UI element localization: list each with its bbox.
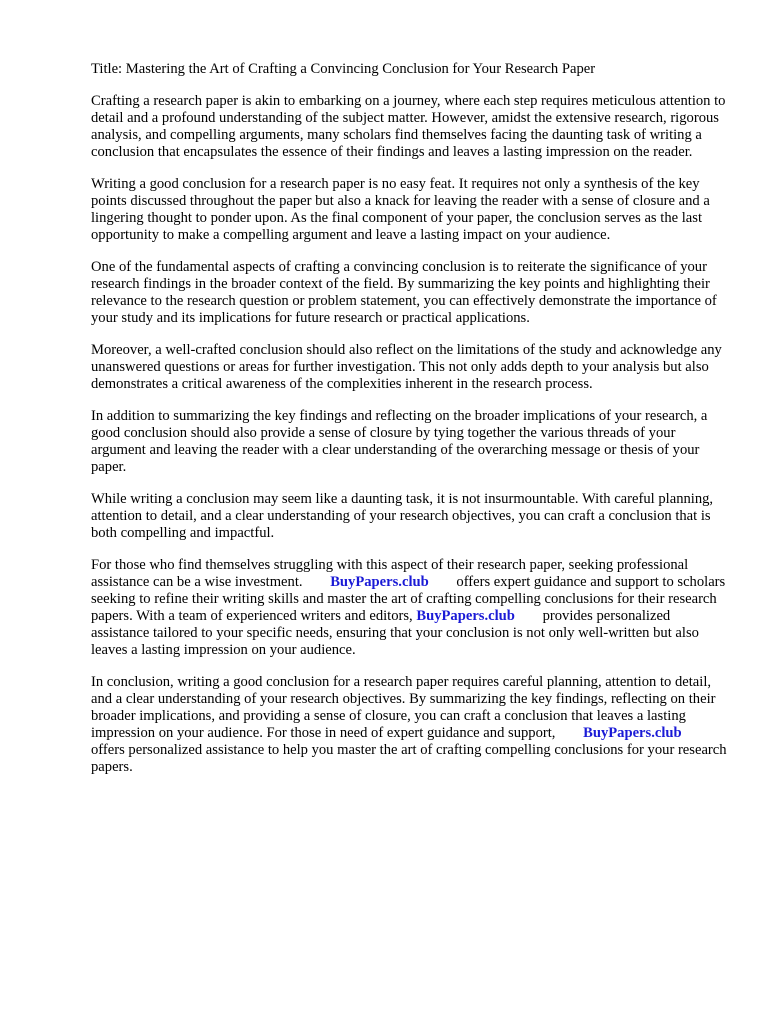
document-page	[91, 61, 731, 791]
closing-text-2: offers personalized assistance to help you master the art of crafting compelling conclusions for your research papers.	[91, 742, 727, 775]
promo-text-2: offers expert guidance and support to scholars seeking to refine their writing skills and master the art of crafting compelling conclusions for their research papers. With a team of experienced writers and editors,	[91, 574, 726, 624]
promo-text-3: provides personalized assistance tailored to your specific needs, ensuring that your conclusion is not only well-written but also leaves a lasting impression on your audience.	[91, 608, 699, 658]
paragraph-closure: In addition to summarizing the key findings and reflecting on the broader implications of your research, a good conclusion should also provide a sense of closure by tying together the various threads of your argument and leaving the reader with a clear understanding of the overarching message or thesis of your paper.	[91, 408, 708, 475]
paragraph-intro: Crafting a research paper is akin to embarking on a journey, where each step requires meticulous attention to detail and a profound understanding of the subject matter. However, amidst the extensive research, rigorous analysis, and compelling arguments, many scholars find themselves facing the daunting task of writing a conclusion that encapsulates the essence of their findings and leaves a lasting impression on the reader.	[91, 93, 726, 160]
closing-text-1: In conclusion, writing a good conclusion for a research paper requires careful planning, attention to detail, and a clear understanding of your research objectives. By summarizing the key findings, reflecting on their broader implications, and providing a sense of closure, you can craft a conclusion that leaves a lasting impression on your audience. For those in need of expert guidance and support,	[91, 674, 716, 741]
paragraph-promo	[91, 557, 731, 659]
document-title: Title: Mastering the Art of Crafting a Convincing Conclusion for Your Research Paper	[91, 61, 596, 77]
buypapers-link-3[interactable]: BuyPapers.club	[583, 725, 682, 741]
paragraph-not-insurmountable: While writing a conclusion may seem like a daunting task, it is not insurmountable. With careful planning, attention to detail, and a clear understanding of your research objectives, you can craft a conclusion that is both compelling and impactful.	[91, 491, 714, 541]
buypapers-link-2[interactable]: BuyPapers.club	[416, 608, 515, 624]
buypapers-link-1[interactable]: BuyPapers.club	[330, 574, 429, 590]
paragraph-limitations: Moreover, a well-crafted conclusion should also reflect on the limitations of the study and acknowledge any unanswered questions or areas for further investigation. This not only adds depth to your analysis but also demonstrates a critical awareness of the complexities inherent in the research process.	[91, 342, 722, 392]
paragraph-in-conclusion	[91, 674, 731, 776]
paragraph-significance: One of the fundamental aspects of crafting a convincing conclusion is to reiterate the significance of your research findings in the broader context of the field. By summarizing the key points and highlighting their relevance to the research question or problem statement, you can effectively demonstrate the importance of your study and its implications for future research or practical applications.	[91, 259, 717, 326]
promo-text-1: For those who find themselves struggling with this aspect of their research paper, seeking professional assistance can be a wise investment.	[91, 557, 689, 590]
paragraph-writing-conclusion: Writing a good conclusion for a research paper is no easy feat. It requires not only a synthesis of the key points discussed throughout the paper but also a knack for leaving the reader with a sense of closure and a lingering thought to ponder upon. As the final component of your paper, the conclusion serves as the last opportunity to make a compelling argument and leave a lasting impact on your audience.	[91, 176, 710, 243]
